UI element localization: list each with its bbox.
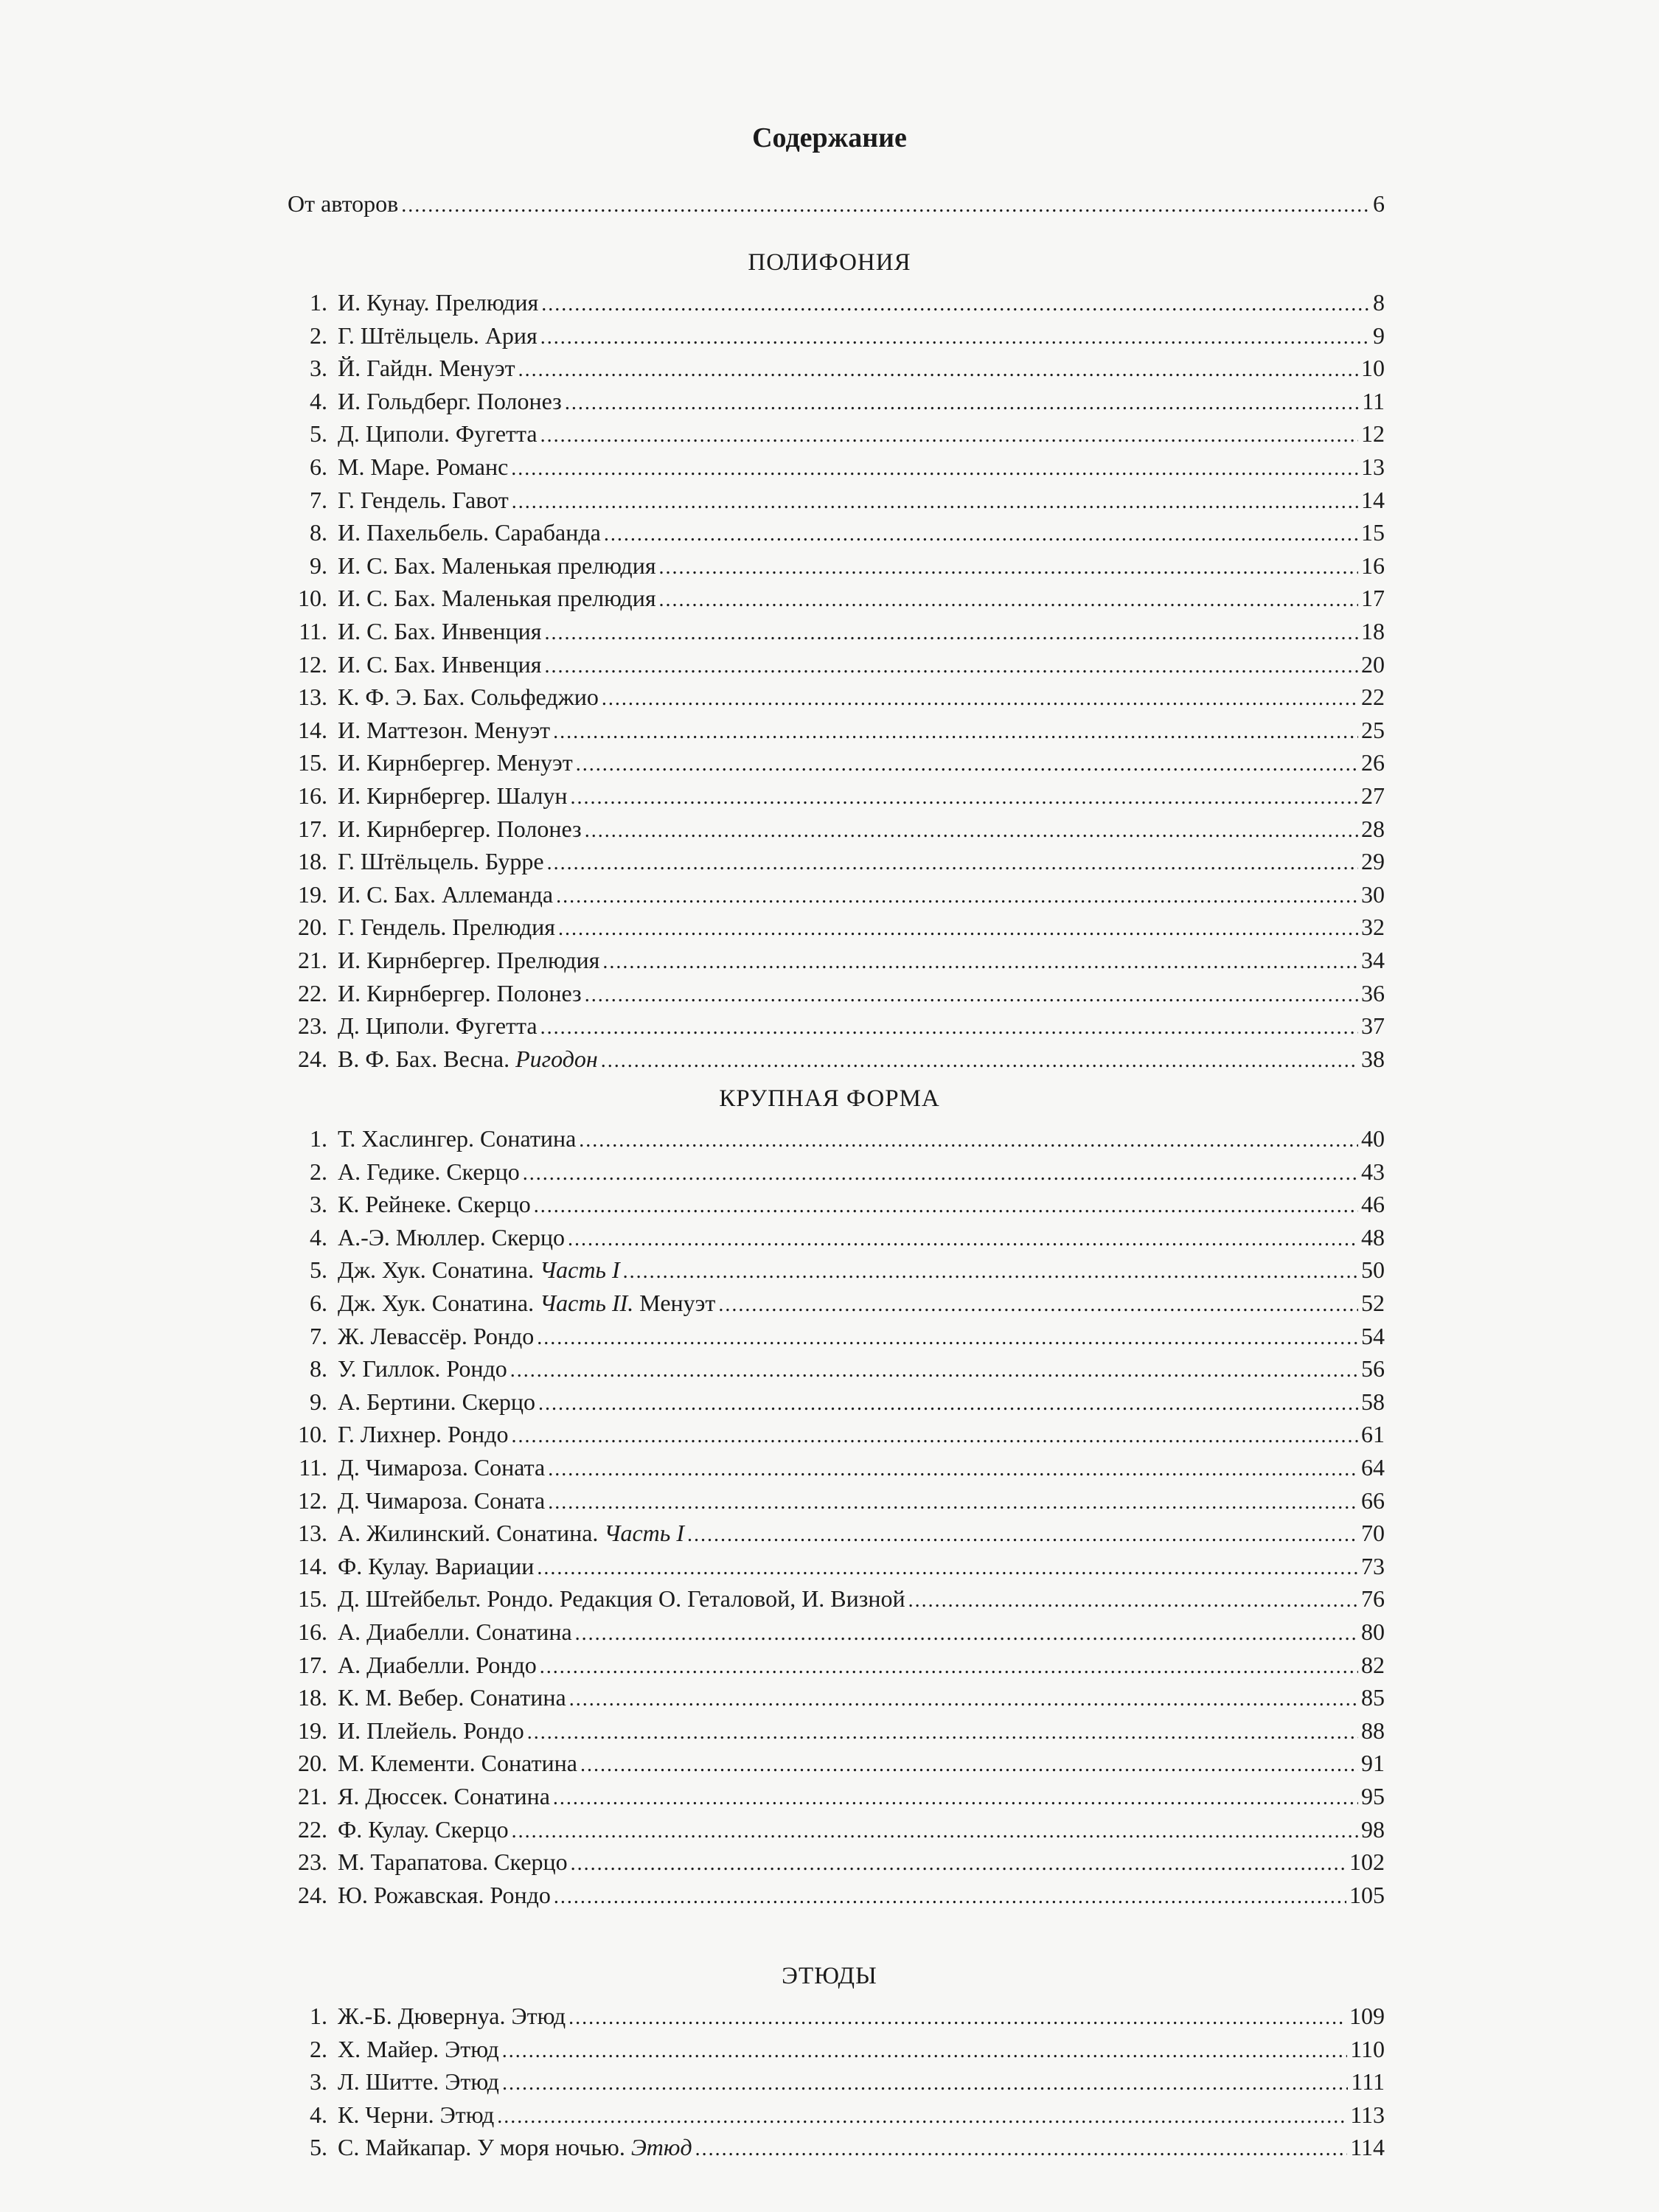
entry-page: 95 [1361,1783,1385,1809]
entry-title: И. Кирнбергер. Прелюдия [338,947,600,973]
entry-number: 1. [310,2003,327,2029]
entry-title: А. Жилинский. Сонатина. Часть I [338,1520,684,1547]
toc-entry [288,2068,1385,2101]
entry-title: Л. Шитте. Этюд [338,2068,499,2096]
entry-subtitle: Часть II. [540,1290,634,1316]
toc-entry [288,914,1385,946]
dot-leader [544,622,1358,645]
entry-title: М. Клементи. Сонатина [338,1750,577,1777]
entry-title: У. Гиллок. Рондо [338,1355,507,1382]
toc-entry [288,519,1385,552]
toc-entry [288,1454,1385,1486]
entry-title: Ф. Кулау. Вариации [338,1552,535,1579]
entry-title: С. Майкапар. У моря ночью. Этюд [338,2134,692,2161]
entry-title: К. Рейнеке. Скерцо [338,1191,531,1218]
entry-number: 2. [310,321,327,349]
entry-number: 24. [298,1045,327,1072]
entry-title: А. Гедике. Скерцо [338,1158,520,1185]
dot-leader [553,1787,1358,1810]
entry-number: 5. [310,1256,327,1284]
entry-number: 20. [298,914,327,941]
dot-leader [541,293,1370,316]
entry-number: 16. [298,1618,327,1645]
toc-entry [288,2101,1385,2134]
entry-number: 3. [310,2068,327,2096]
toc-entry [288,420,1385,453]
entry-page: 13 [1361,453,1385,480]
entry-page: 34 [1361,947,1385,973]
dot-leader [538,1392,1358,1416]
toc-entry [288,355,1385,387]
toc-entry [288,1256,1385,1289]
entry-number: 23. [298,1012,327,1040]
entry-page: 85 [1361,1684,1385,1711]
toc-entry [288,1323,1385,1355]
entry-page: 29 [1361,848,1385,875]
entry-number: 20. [298,1750,327,1777]
entry-number: 17. [298,1651,327,1678]
entry-number: 21. [298,947,327,973]
dot-leader [518,358,1358,382]
entry-title: И. Плейель. Рондо [338,1717,524,1744]
entry-number: 9. [310,1388,327,1415]
entry-number: 15. [298,1585,327,1613]
toc-entry [288,717,1385,749]
toc-entry [288,1750,1385,1782]
entry-page: 17 [1361,585,1385,612]
entry-page: 110 [1350,2035,1385,2062]
entry-page: 40 [1361,1125,1385,1152]
entry-subtitle: Часть I [540,1256,620,1284]
toc-entry [288,1125,1385,1158]
entry-number: 6. [310,1290,327,1316]
entry-number: 11. [299,618,327,644]
entry-page: 102 [1349,1848,1385,1876]
entry-number: 10. [298,585,327,612]
toc-entry [288,1158,1385,1191]
dot-leader [511,457,1358,481]
entry-title: В. Ф. Бах. Весна. Ригодон [338,1045,598,1072]
entry-page: 26 [1361,749,1385,776]
dot-leader [548,1458,1358,1481]
entry-title: Д. Чимароза. Соната [338,1486,546,1514]
dot-leader [602,687,1358,711]
entry-page: 66 [1361,1486,1385,1514]
toc-entry [288,1783,1385,1815]
entry-page: 11 [1362,387,1385,414]
toc-entry [288,453,1385,486]
dot-leader [623,1260,1358,1284]
toc-entry [288,815,1385,848]
toc-entry [288,1618,1385,1651]
entry-page: 27 [1361,782,1385,809]
entry-number: 22. [298,979,327,1006]
entry-page: 10 [1361,355,1385,382]
toc-entry [288,1520,1385,1552]
entry-page: 9 [1373,321,1385,349]
entry-number: 2. [310,1158,327,1185]
entry-title: И. Кирнбергер. Полонез [338,815,582,842]
entry-number: 19. [298,880,327,908]
toc-entry [288,1684,1385,1717]
dot-leader [659,556,1358,580]
dot-leader [571,1852,1346,1876]
toc-entry [288,1290,1385,1322]
dot-leader [568,1228,1358,1251]
entry-page: 88 [1361,1717,1385,1744]
entry-number: 4. [310,1223,327,1251]
entry-page: 8 [1373,289,1385,316]
toc-entry [288,1224,1385,1256]
entry-number: 4. [310,387,327,414]
entry-page: 28 [1361,815,1385,842]
toc-entry [288,1882,1385,1914]
entry-number: 3. [310,355,327,382]
dot-leader [585,819,1358,843]
dot-leader [695,2138,1348,2161]
entry-page: 113 [1350,2101,1385,2128]
toc-entry [288,289,1385,321]
entry-title: И. Пахельбель. Сарабанда [338,519,601,546]
toc-entry [288,980,1385,1012]
dot-leader [502,2039,1347,2063]
toc-entry [288,684,1385,716]
entry-page: 36 [1361,979,1385,1006]
entry-title: Г. Штёльцель. Ария [338,321,538,349]
entry-title: И. С. Бах. Аллеманда [338,880,554,908]
entry-title: М. Тарапатова. Скерцо [338,1848,568,1876]
entry-page: 38 [1361,1045,1385,1072]
entry-number: 5. [310,2134,327,2161]
entry-title: Ж.-Б. Дювернуа. Этюд [338,2003,566,2029]
toc-entry [288,585,1385,617]
entry-number: 13. [298,1520,327,1547]
entry-number: 8. [310,519,327,546]
dot-leader [571,786,1358,810]
entry-title: И. С. Бах. Маленькая прелюдия [338,585,656,612]
toc-entry [288,1585,1385,1618]
entry-title: Т. Хаслингер. Сонатина [338,1125,577,1152]
entry-title: Дж. Хук. Сонатина. Часть I [338,1256,620,1284]
dot-leader [568,2006,1346,2030]
entry-number: 12. [298,1486,327,1514]
page-title: Содержание [752,122,907,153]
toc-entry [288,1848,1385,1881]
entry-number: 18. [298,848,327,875]
dot-leader [602,950,1358,974]
dot-leader [511,1425,1358,1448]
entry-number: 1. [310,1125,327,1152]
entry-page: 70 [1361,1520,1385,1547]
toc-entry [288,388,1385,420]
dot-leader [580,1753,1358,1777]
entry-title: От авторов [288,190,399,217]
entry-page: 20 [1361,650,1385,678]
dot-leader [512,1820,1358,1843]
entry-number: 7. [310,486,327,513]
dot-leader [553,720,1358,744]
entry-title: И. С. Бах. Инвенция [338,618,542,644]
entry-title: К. Ф. Э. Бах. Сольфеджио [338,684,599,711]
toc-entry [288,2036,1385,2068]
entry-page: 52 [1361,1290,1385,1316]
toc-entry [288,1553,1385,1585]
entry-number: 16. [298,782,327,809]
entry-title: А. Бертини. Скерцо [338,1388,536,1415]
entry-title: И. Кирнбергер. Менуэт [338,749,573,776]
entry-number: 17. [298,815,327,842]
toc-entry [288,1046,1385,1078]
entry-title: М. Маре. Романс [338,453,509,480]
dot-leader [558,917,1358,941]
entry-page: 30 [1361,880,1385,908]
entry-title: А.-Э. Мюллер. Скерцо [338,1223,566,1251]
dot-leader [540,1016,1358,1040]
entry-title: Дж. Хук. Сонатина. Часть II. Менуэт [338,1290,716,1316]
entry-page: 50 [1361,1256,1385,1284]
dot-leader [540,326,1370,349]
entry-page: 64 [1361,1454,1385,1481]
entry-number: 21. [298,1783,327,1809]
toc-entry [288,1487,1385,1520]
dot-leader [534,1194,1358,1218]
entry-page: 82 [1361,1651,1385,1678]
toc-entry [288,1816,1385,1848]
entry-title: Г. Лихнер. Рондо [338,1421,509,1448]
entry-page: 109 [1349,2003,1385,2029]
toc-entry [288,1012,1385,1045]
entry-title: Г. Штёльцель. Бурре [338,848,544,875]
toc-entry [288,749,1385,782]
entry-title: И. С. Бах. Маленькая прелюдия [338,552,656,579]
entry-title: Ж. Левассёр. Рондо [338,1322,535,1349]
dot-leader [601,1049,1358,1073]
entry-page: 114 [1350,2134,1385,2161]
entry-subtitle: Часть I [604,1520,684,1547]
dot-leader [544,655,1358,678]
entry-title: И. Кирнбергер. Полонез [338,979,582,1006]
entry-page: 22 [1361,684,1385,711]
entry-title: А. Диабелли. Рондо [338,1651,537,1678]
dot-leader [687,1523,1358,1547]
entry-page: 12 [1361,420,1385,448]
entry-title: И. Маттезон. Менуэт [338,716,551,743]
entry-page: 37 [1361,1012,1385,1040]
entry-page: 76 [1361,1585,1385,1613]
entry-number: 14. [298,716,327,743]
section-heading: КРУПНАЯ ФОРМА [719,1085,940,1112]
entry-number: 1. [310,289,327,316]
dot-leader [547,852,1358,875]
dot-leader [576,753,1358,776]
entry-number: 9. [310,552,327,579]
dot-leader [556,885,1358,908]
entry-title: Д. Штейбельт. Рондо. Редакция О. Геталовой, И. Визной [338,1585,905,1613]
entry-number: 2. [310,2035,327,2062]
toc-entry [288,618,1385,650]
toc-entry [288,651,1385,684]
dot-leader [718,1293,1358,1317]
entry-page: 61 [1361,1421,1385,1448]
toc-entry [288,782,1385,815]
toc-entry [288,487,1385,519]
toc-entry [288,1355,1385,1388]
toc-entry [288,2134,1385,2166]
toc-entry [288,1191,1385,1223]
entry-page: 48 [1361,1223,1385,1251]
toc-entry [288,322,1385,355]
entry-title: И. С. Бах. Инвенция [338,650,542,678]
entry-number: 10. [298,1421,327,1448]
entry-page: 16 [1361,552,1385,579]
entry-page: 58 [1361,1388,1385,1415]
entry-number: 5. [310,420,327,448]
dot-leader [510,1359,1358,1382]
dot-leader [401,194,1370,218]
entry-page: 32 [1361,914,1385,941]
toc-entry [288,552,1385,585]
entry-number: 7. [310,1322,327,1349]
dot-leader [497,2105,1347,2129]
section-heading: ЭТЮДЫ [782,1963,877,1989]
entry-number: 24. [298,1881,327,1908]
entry-number: 14. [298,1552,327,1579]
entry-page: 18 [1361,618,1385,644]
entry-title: Г. Гендель. Гавот [338,486,509,513]
entry-number: 23. [298,1848,327,1876]
entry-title: И. Гольдберг. Полонез [338,387,562,414]
dot-leader [523,1162,1358,1186]
dot-leader [540,424,1358,448]
dot-leader [908,1589,1358,1613]
toc-entry [288,1388,1385,1421]
entry-title: Ф. Кулау. Скерцо [338,1815,509,1843]
entry-page: 111 [1351,2068,1385,2096]
dot-leader [537,1326,1358,1350]
entry-page: 46 [1361,1191,1385,1218]
entry-number: 4. [310,2101,327,2128]
entry-title: И. Кунау. Прелюдия [338,289,539,316]
entry-title: Я. Дюссек. Сонатина [338,1783,550,1809]
dot-leader [585,984,1358,1007]
dot-leader [502,2072,1348,2096]
entry-page: 73 [1361,1552,1385,1579]
dot-leader [540,1655,1358,1679]
toc-entry [288,1652,1385,1684]
entry-page: 91 [1361,1750,1385,1777]
entry-number: 18. [298,1684,327,1711]
entry-number: 19. [298,1717,327,1744]
entry-number: 6. [310,453,327,480]
dot-leader [548,1491,1358,1514]
entry-page: 25 [1361,716,1385,743]
entry-subtitle: Ригодон [515,1045,598,1072]
entry-number: 3. [310,1191,327,1218]
dot-leader [527,1721,1358,1745]
dot-leader [565,392,1359,415]
entry-number: 8. [310,1355,327,1382]
entry-number: 15. [298,749,327,776]
entry-title: К. Черни. Этюд [338,2101,495,2128]
entry-title: Й. Гайдн. Менуэт [338,355,515,382]
entry-title: Д. Циполи. Фугетта [338,420,538,448]
entry-title: Ю. Рожавская. Рондо [338,1881,551,1908]
entry-page: 56 [1361,1355,1385,1382]
toc-entry [288,848,1385,880]
dot-leader [659,588,1358,612]
dot-leader [554,1885,1346,1909]
entry-title: Д. Чимароза. Соната [338,1454,546,1481]
entry-title: И. Кирнбергер. Шалун [338,782,568,809]
toc-entry-intro [288,190,1385,223]
entry-subtitle: Этюд [630,2134,692,2161]
entry-page: 105 [1349,1881,1385,1908]
section-heading: ПОЛИФОНИЯ [748,249,911,276]
toc-entry [288,1421,1385,1453]
entry-number: 13. [298,684,327,711]
entry-page: 54 [1361,1322,1385,1349]
entry-page: 15 [1361,519,1385,546]
entry-page: 80 [1361,1618,1385,1645]
entry-title: Г. Гендель. Прелюдия [338,914,556,941]
dot-leader [512,490,1358,514]
entry-title: Д. Циполи. Фугетта [338,1012,538,1040]
entry-title: К. М. Вебер. Сонатина [338,1684,566,1711]
toc-entry [288,881,1385,914]
toc-entry [288,1717,1385,1750]
entry-page: 6 [1373,190,1385,217]
entry-number: 22. [298,1815,327,1843]
entry-page: 98 [1361,1815,1385,1843]
dot-leader [604,523,1358,546]
entry-title: А. Диабелли. Сонатина [338,1618,572,1645]
entry-number: 11. [299,1454,327,1481]
toc-entry [288,2003,1385,2035]
entry-page: 43 [1361,1158,1385,1185]
entry-title: Х. Майер. Этюд [338,2035,499,2062]
entry-page: 14 [1361,486,1385,513]
dot-leader [569,1688,1358,1711]
entry-number: 12. [298,650,327,678]
dot-leader [537,1557,1358,1580]
dot-leader [575,1622,1358,1646]
toc-entry [288,947,1385,979]
dot-leader [579,1129,1358,1152]
